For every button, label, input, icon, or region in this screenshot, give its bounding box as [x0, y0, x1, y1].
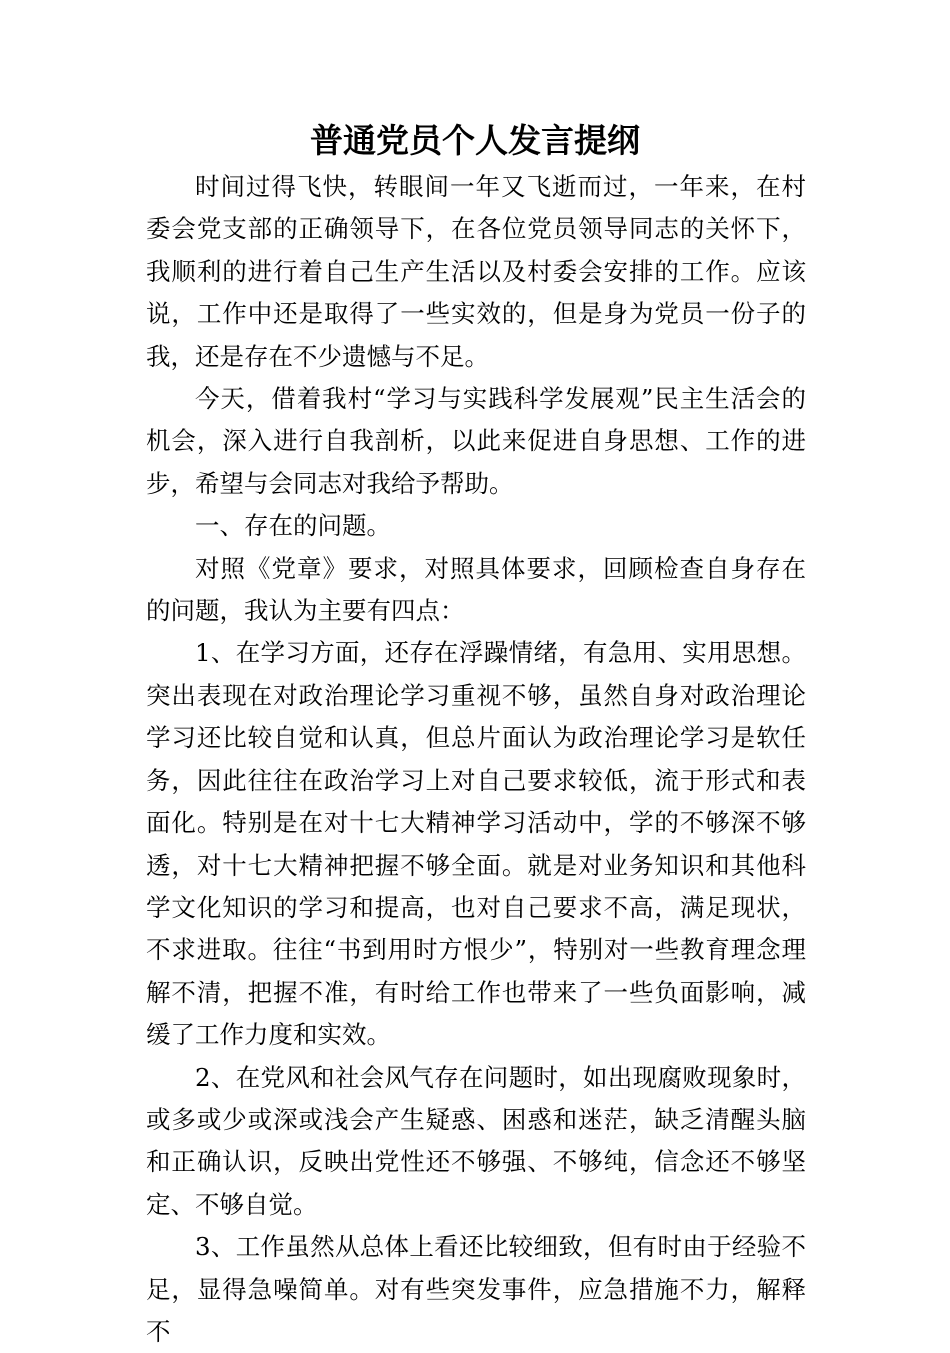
document-body — [146, 166, 806, 1353]
paragraph-point-1: 1、在学习方面，还存在浮躁情绪，有急用、实用思想。突出表现在对政治理论学习重视不够，虽然自身对政治理论学习还比较自觉和认真，但总片面认为政治理论学习是软任务，因此往往在政治学习上对自己要求较低，流于形式和表面化。特别是在对十七大精神学习活动中，学的不够深不够透，对十七大精神把握不够全面。就是对业务知识和其他科学文化知识的学习和提高，也对自己要求不高，满足现状，不求进取。往往“书到用时方恨少”，特别对一些教育理念理解不清，把握不准，有时给工作也带来了一些负面影响，减缓了工作力度和实效。 — [146, 638, 806, 1050]
document-title: 普通党员个人发言提纲 — [310, 121, 640, 160]
paragraph-purpose: 今天，借着我村“学习与实践科学发展观”民主生活会的机会，深入进行自我剖析，以此来促进自身思想、工作的进步，希望与会同志对我给予帮助。 — [146, 384, 806, 498]
paragraph-intro: 时间过得飞快，转眼间一年又飞逝而过，一年来，在村委会党支部的正确领导下，在各位党员领导同志的关怀下，我顺利的进行着自己生产生活以及村委会安排的工作。应该说，工作中还是取得了一些实效的，但是身为党员一份子的我，还是存在不少遗憾与不足。 — [146, 172, 806, 371]
paragraph-point-3: 3、工作虽然从总体上看还比较细致，但有时由于经验不足，显得急噪简单。对有些突发事件，应急措施不力，解释不 — [146, 1232, 806, 1346]
paragraph-overview: 对照《党章》要求，对照具体要求，回顾检查自身存在的问题，我认为主要有四点： — [146, 553, 806, 626]
section-heading-problems: 一、存在的问题。 — [195, 511, 391, 541]
paragraph-point-2: 2、在党风和社会风气存在问题时，如出现腐败现象时，或多或少或深或浅会产生疑惑、困惑和迷茫，缺乏清醒头脑和正确认识，反映出党性还不够强、不够纯，信念还不够坚定、不够自觉。 — [146, 1062, 806, 1219]
